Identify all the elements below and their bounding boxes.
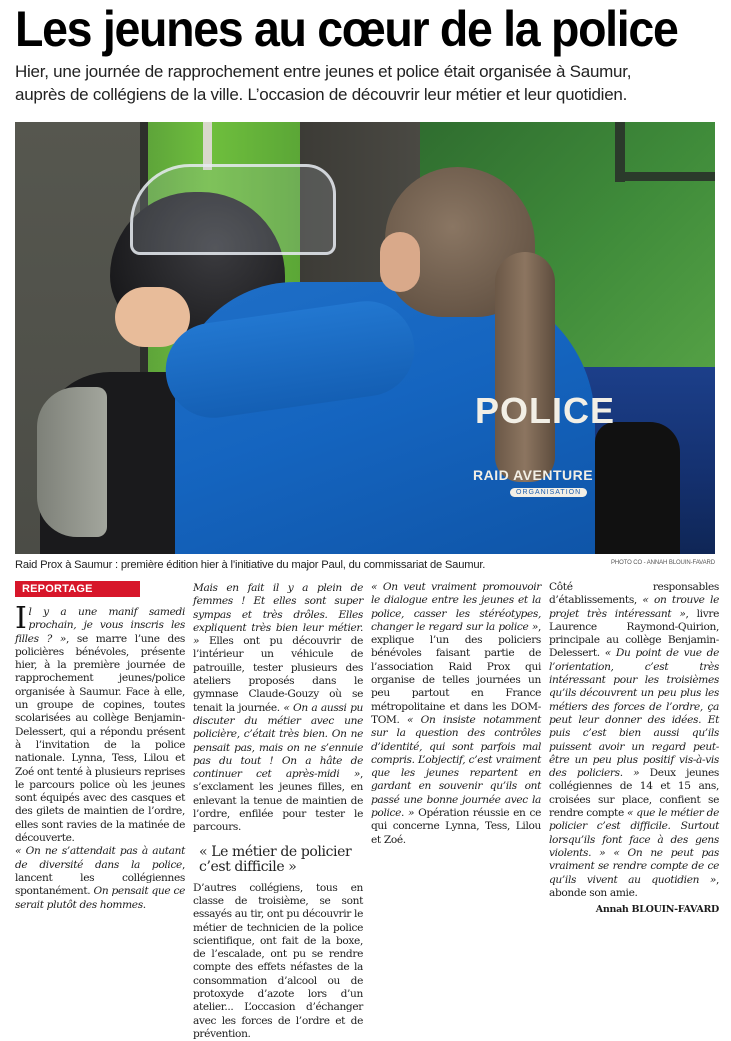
article-column-1 (15, 581, 185, 912)
standfirst-line-1: Hier, une journée de rapprochement entre jeunes et police était organisée à Saumur, (15, 62, 632, 81)
quote: « que le métier de policier c’est difficile. Surtout lorsqu’ils font face à des gens violents. » « On ne peut pas vraiment se rendre compte de ce qu’ils vivent au quotidien » (549, 807, 719, 886)
drop-cap: I (15, 601, 27, 636)
paragraph (15, 845, 185, 911)
quote: « On a aussi pu discuter du métier avec une policière, c’était très bien. On ne pensait pas, mais on ne s’ennuie pas du tout ! On a hâte de continuer cet après-midi » (193, 701, 363, 781)
quote: On pensait que ce serait plutôt des hommes. (15, 885, 185, 911)
text: , s’exclament les jeunes filles, en enlevant la tenue de maintien de l’ordre, enfilée pour tester le parcours. (193, 768, 363, 834)
quote: « Du point de vue de l’orientation, c’est très intéressant pour les troisièmes qu’ils découvrent un peu plus les métiers des forces de l’ordre, ça peut leur donner des idées. Et puis c’est bien aussi qu’ils puissent avoir un regard peut-être un peu plus positif vis-à-vis des policiers. » (549, 647, 719, 780)
photo-shoulder-pad (37, 387, 107, 537)
paragraph (193, 882, 363, 1041)
standfirst (15, 60, 725, 106)
photo-ponytail (495, 252, 555, 482)
text: , se marre l’une des policières bénévoles, présente hier, à la première journée de rapprochement jeunes/police organisée à Saumur. Face à elle, un groupe de copines, toutes scolarisées au collège Benjamin-Delessert, qui a répondu présent à l’invitation de la police nationale. Lynna, Tess, Lilou et Zoé ont tenté à plusieurs reprises le parcours police où les jeunes sont équipés avec des casques et des gilets de maintien de l’ordre, elles sont ravies de la matinée de découverte. (15, 632, 185, 845)
section-badge: REPORTAGE (15, 581, 140, 597)
text: , abonde son amie. (549, 873, 719, 899)
author-signature: Annah BLOUIN-FAVARD (595, 904, 719, 916)
photo-credit: PHOTO CO - ANNAH BLOUIN-FAVARD (610, 560, 715, 566)
photo-beam (620, 172, 715, 181)
jacket-print-police: POLICE (475, 390, 616, 431)
article-column-3 (371, 581, 541, 847)
quote: « On ne s’attendait pas à autant de diversité dans la police (15, 845, 185, 871)
jacket-print-organisation: ORGANISATION (510, 488, 587, 497)
headline: Les jeunes au cœur de la police (15, 1, 678, 57)
subheading: « Le métier de policier c’est difficile » (199, 843, 352, 875)
paragraph (549, 581, 719, 900)
text: Elles ont pu découvrir de l’intérieur un véhicule de patrouille, tester plusieurs des ateliers proposés dans le gymnase Claude-Gouzy où se tenait la journée. (193, 635, 363, 714)
text: , lancent les collégiennes spontanément. (15, 858, 185, 898)
paragraph (371, 581, 541, 847)
quote: « On insiste notamment sur la question des contrôles d’identité, qui sont parfois mal compris. L’objectif, c’est vraiment que les jeunes repartent en gardant en souvenir qu’ils ont passé une bonne journée avec la police. » (371, 713, 541, 820)
paragraph (15, 601, 185, 845)
jacket-print-raid: RAID AVENTURE (473, 467, 594, 483)
article-column-4 (549, 581, 719, 916)
quote: « On veut vraiment promouvoir le dialogue entre les jeunes et la police, casser les stéréotypes, changer le regard sur la police » (371, 581, 541, 633)
photo-helmet-visor (130, 164, 336, 255)
quote: « on trouve le projet très intéressant » (549, 594, 719, 620)
photo-officer-cheek (380, 232, 420, 292)
photo-pipe (203, 122, 212, 170)
quote: Mais en fait il y a plein de femmes ! Et elles sont super sympas et très drôles. Elles expliquent très bien leur métier. » (193, 582, 363, 648)
text: Opération réussie en ce qui concerne Lynna, Tess, Lilou et Zoé. (371, 807, 541, 846)
text: , explique l’un des policiers bénévoles faisant partie de l’association Raid Prox qui organise de telles journées un peu partout en France métropolitaine et dans les DOM-TOM. (371, 620, 541, 726)
text: D’autres collégiens, tous en classe de troisième, se sont essayés au tir, ont pu découvrir le métier de technicien de la police scientifique, ont fait de la boxe, de l’escalade, ont pu se rendre compte des effets néfastes de la consommation d’alcool ou de protoxyde d’azote lors d’un atelier... L’occasion d’échanger avec les forces de l’ordre et de prévention. (193, 881, 363, 1040)
text: Deux jeunes collégiennes de 14 et 15 ans, croisées sur place, confient se rendre compte (549, 767, 719, 820)
photo-bag (595, 422, 680, 554)
article-column-2 (193, 582, 363, 1041)
article-photo (15, 122, 715, 554)
text: Côté responsables d’établissements, (549, 581, 719, 607)
paragraph (193, 582, 363, 835)
quote: l y a une manif samedi prochain, je vous inscris les filles ? » (15, 606, 185, 645)
photo-caption: Raid Prox à Saumur : première édition hier à l’initiative du major Paul, du commissariat de Saumur. (15, 559, 486, 571)
text: , livre Laurence Raymond-Quirion, principale au collège Benjamin-Delessert. (549, 607, 719, 660)
standfirst-line-2: auprès de collégiens de la ville. L’occasion de découvrir leur métier et leur quotidien. (15, 85, 628, 104)
